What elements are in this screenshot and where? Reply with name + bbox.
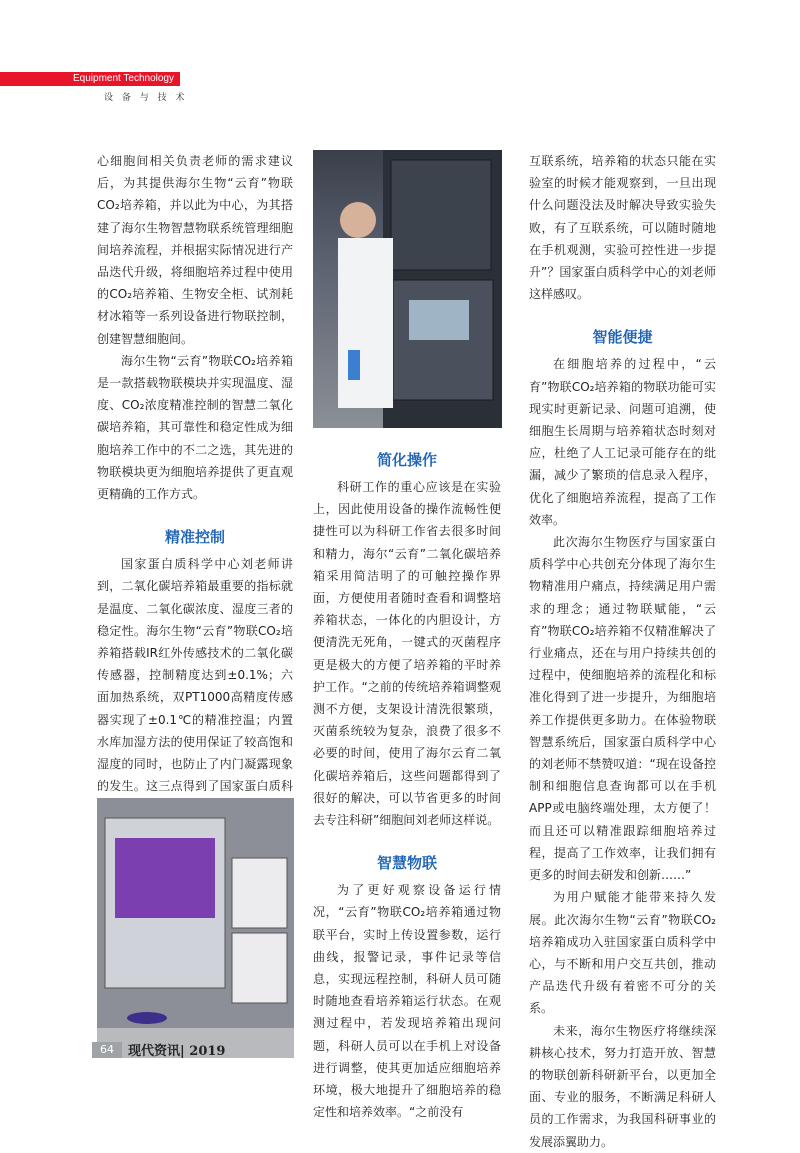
section-header-en: Equipment Technology [73,73,174,84]
column-3 [529,150,716,1153]
paragraph: 未来，海尔生物医疗将继续深耕核心技术，努力打造开放、智慧的物联创新科研新平台，以更加全面、专业的服务，不断满足科研人员的工作需求，为我国科研事业的发展添翼助力。 [529,1023,716,1149]
column-1 [97,150,293,864]
paragraph: 为用户赋能才能带来持久发展。此次海尔生物“云育”物联CO₂培养箱成功入驻国家蛋白质科学中心，与不断和用户交互共创，推动产品迭代升级有着密不可分的关系。 [529,890,716,1016]
paragraph: 国家蛋白质科学中心刘老师讲到，二氧化碳培养箱最重要的指标就是温度、二氧化碳浓度、湿度三者的稳定性。海尔生物“云育”物联CO₂培养箱搭载IR红外传感技术的二氧化碳传感器，控制精度达到±0.1%；六面加热系统，双PT1000高精度传感器实现了±0.1℃的精准控温；内置水库加湿方法的使用保证了较高饱和湿度的同时，也防止了内门凝露现象的发生。这三点得到了国家蛋白质科 [97,557,293,794]
magazine-name: 现代资讯 [128,1044,181,1059]
photo-scientist-incubator [313,150,502,428]
section-heading: 简化操作 [376,451,437,469]
photo-scientist-incubator-svg [313,150,502,428]
photo-lab-equipment [97,798,294,1058]
section-heading: 智慧物联 [376,854,437,873]
year: | 2019 [180,1044,226,1059]
page-number: 64 [92,1042,122,1058]
column-2 [313,450,501,1123]
paragraph: 海尔生物“云育”物联CO₂培养箱是一款搭载物联模块并实现温度、湿度、CO₂浓度精准控制的智慧二氧化碳培养箱，其可靠性和稳定性成为细胞培养工作中的不二之选，其先进的物联模块更为细胞培养提供了更直观更精确的工作方式。 [97,353,293,502]
footer-masthead [128,1040,225,1059]
section-header-bar [0,72,180,86]
paragraph: 在细胞培养的过程中，“云育”物联CO₂培养箱的物联功能可实现实时更新记录、问题可追溯，使细胞生长周期与培养箱状态时刻对应，杜绝了人工记录可能存在的纰漏，减少了繁琐的信息录入程序，优化了细胞培养流程，提高了工作效率。 [529,357,716,527]
paragraph: 心细胞间相关负责老师的需求建议后，为其提供海尔生物“云育”物联CO₂培养箱，并以此为中心，为其搭建了海尔生物智慧物联系统管理细胞间培养流程，并根据实际情况进行产品迭代升级，将细胞培养过程中使用的CO₂培养箱、生物安全柜、试剂耗材冰箱等一系列设备进行物联控制，创建智慧细胞间。 [97,154,293,346]
section-heading: 精准控制 [164,528,225,547]
section-heading: 智能便捷 [592,328,653,347]
section-header-cn: 设 备 与 技 术 [104,93,188,103]
paragraph: 此次海尔生物医疗与国家蛋白质科学中心共创充分体现了海尔生物精准用户痛点，持续满足用户需求的理念；通过物联赋能，“云育”物联CO₂培养箱不仅精准解决了行业痛点，还在与用户持续共创的过程中，使细胞培养的流程化和标准化得到了进一步提升，为细胞培养工作提供更多助力。在体验物联智慧系统后，国家蛋白质科学中心的刘老师不禁赞叹道：“现在设备控制和细胞信息查询都可以在手机APP或电脑终端处理，太方便了！而且还可以精准跟踪细胞培养过程，提高了工作效率，让我们拥有更多的时间去研发和创新……” [529,535,716,883]
paragraph: 互联系统，培养箱的状态只能在实验室的时候才能观察到，一旦出现什么问题没法及时解决导致实验失败，有了互联系统，可以随时随地在手机观测，实验可控性进一步提升”？国家蛋白质科学中心的刘老师这样感叹。 [529,154,716,302]
paragraph: 科研工作的重心应该是在实验上，因此使用设备的操作流畅性便捷性可以为科研工作省去很多时间和精力，海尔“云育”二氧化碳培养箱采用简洁明了的可触控操作界面，方便使用者随时查看和调整培养箱状态，一体化的内胆设计，方便清洗无死角，一键式的灭菌程序更是极大的方便了培养箱的平时养护工作。“之前的传统培养箱调整观测不方便，支架设计清洗很繁琐，灭菌系统较为复杂，浪费了很多不必要的时间，使用了海尔云育二氧化碳培养箱后，这些问题都得到了很好的解决，可以节省更多的时间去专注科研”细胞间刘老师这样说。 [313,480,501,828]
paragraph: 为了更好观察设备运行情况，“云育”物联CO₂培养箱通过物联平台，实时上传设置参数，运行曲线，报警记录，事件记录等信息，实现远程控制，科研人员可随时随地查看培养箱运行状态。在观测过程中，若发现培养箱出现问题，科研人员可以在手机上对设备进行调整，使其更加适应细胞培养环境，极大地提升了细胞培养的稳定性和培养效率。“之前没有 [313,883,501,1120]
photo-lab-equipment-svg [97,798,294,1058]
